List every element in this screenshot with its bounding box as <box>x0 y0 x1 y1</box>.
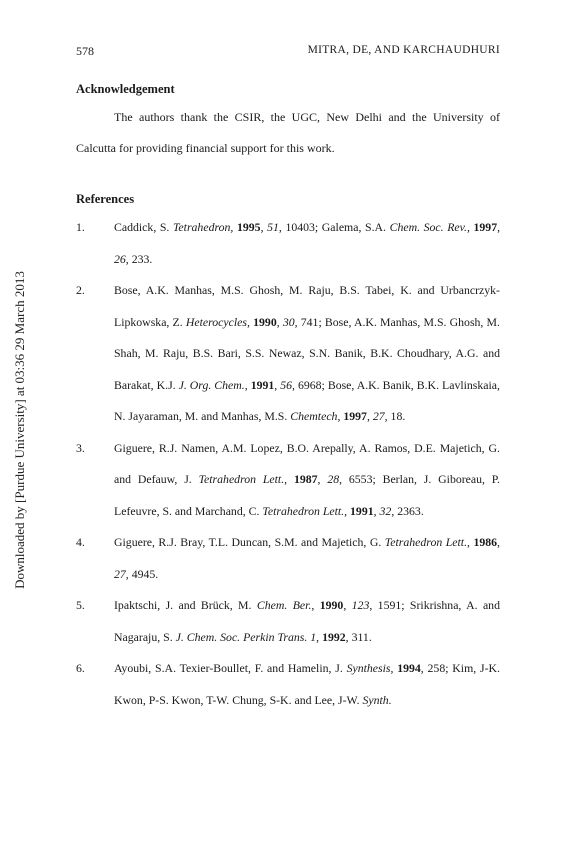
reference-item <box>76 527 500 590</box>
references-heading: References <box>76 192 135 206</box>
reference-segment: Ipaktschi, J. and Brück, M. <box>114 598 257 612</box>
reference-segment: 1997 <box>473 220 498 234</box>
reference-segment: , <box>390 661 398 675</box>
reference-segment: Synth. <box>362 692 392 707</box>
reference-segment: 30 <box>282 314 295 329</box>
running-head: MITRA, DE, AND KARCHAUDHURI <box>307 44 500 56</box>
acknowledgement-heading: Acknowledgement <box>76 82 175 96</box>
reference-segment: Tetrahedron, <box>172 220 234 234</box>
reference-text <box>114 653 500 716</box>
reference-segment: J. Org. Chem. <box>178 377 245 392</box>
reference-segment: , <box>276 314 283 329</box>
reference-segment: , 18. <box>384 409 406 423</box>
reference-segment: , <box>316 629 323 644</box>
reference-number: 3. <box>76 440 85 455</box>
reference-segment: , 233. <box>125 251 153 266</box>
reference-segment: 26 <box>114 251 126 266</box>
reference-segment: , 258; Kim, J-K. Kwon, P-S. Kwon, T-W. Chung, S-K. and Lee, J-W. <box>114 661 500 707</box>
reference-segment: 32 <box>379 503 392 518</box>
reference-segment: , <box>244 377 251 392</box>
reference-segment: , <box>311 598 320 612</box>
reference-segment: , 2363. <box>391 503 424 518</box>
reference-segment: , 6968; Bose, A.K. Banik, B.K. Lavlinskaia, N. Jayaraman, M. and Manhas, M.S. <box>114 377 500 423</box>
reference-segment: 51 <box>267 220 279 234</box>
reference-item <box>76 212 500 275</box>
reference-segment: , <box>337 409 344 423</box>
reference-number: 1. <box>76 220 85 234</box>
reference-segment: , <box>260 220 268 234</box>
reference-segment: Tetrahedron Lett. <box>198 472 285 486</box>
reference-text <box>114 433 500 528</box>
reference-segment: , 10403; Galema, S.A. <box>278 220 390 234</box>
page-number: 578 <box>76 44 94 58</box>
reference-segment: , <box>467 535 474 549</box>
reference-number: 5. <box>76 598 85 612</box>
reference-segment: Ayoubi, S.A. Texier-Boullet, F. and Hamelin, J. <box>114 661 347 675</box>
reference-item <box>76 653 500 716</box>
reference-segment: , <box>373 503 380 518</box>
acknowledgement-text: The authors thank the CSIR, the UGC, New Delhi and the University of Calcutta for providing financial support for this work. <box>76 110 500 155</box>
reference-segment: 1994 <box>397 661 421 675</box>
reference-segment: , <box>317 472 328 486</box>
download-side-note: Downloaded by [Purdue University] at 03:36 29 March 2013 <box>12 271 27 589</box>
reference-segment: , <box>284 472 294 486</box>
acknowledgement-paragraph <box>76 102 500 164</box>
reference-item <box>76 590 500 653</box>
reference-segment: , 311. <box>345 629 372 644</box>
reference-segment: Giguere, R.J. Namen, A.M. Lopez, B.O. Arepally, A. Ramos, D.E. Majetich, G. and Defauw, J. <box>114 440 500 486</box>
reference-segment: , 741; Bose, A.K. Manhas, M.S. Ghosh, M. Shah, M. Raju, B.S. Bari, S.S. Newaz, S.N. Banik, B.K. Choudhary, A.G. and Barakat, K.J. <box>114 314 500 392</box>
reference-segment: 28 <box>327 472 340 486</box>
reference-segment: 27 <box>114 566 126 581</box>
reference-segment: 1990 <box>253 314 277 329</box>
reference-text <box>114 275 500 433</box>
reference-segment: , 4945. <box>125 566 159 581</box>
reference-text <box>114 527 500 590</box>
reference-segment: Chem. Soc. Rev. <box>389 220 467 234</box>
reference-text <box>114 590 500 653</box>
reference-text <box>114 212 500 275</box>
reference-segment: , <box>343 598 352 612</box>
reference-segment: 1987 <box>293 472 318 486</box>
reference-segment: 1990 <box>319 598 344 612</box>
reference-segment: 1992 <box>322 629 346 644</box>
reference-segment: 27 <box>372 409 385 423</box>
reference-segment: , <box>497 220 501 234</box>
reference-segment: , <box>497 535 500 549</box>
reference-segment: Chem. Ber. <box>256 598 312 612</box>
reference-number: 4. <box>76 535 85 549</box>
reference-segment: Tetrahedron Lett. <box>384 535 468 549</box>
reference-item <box>76 433 500 528</box>
reference-segment: 123 <box>351 598 370 612</box>
reference-segment: 1986 <box>473 535 498 549</box>
reference-number: 6. <box>76 661 85 675</box>
reference-segment: , 1591; Srikrishna, A. and Nagaraju, S. <box>114 598 500 644</box>
reference-segment: , <box>274 377 281 392</box>
reference-segment: , 6553; Berlan, J. Giboreau, P. Lefeuvre, S. and Marchand, C. <box>114 472 501 518</box>
reference-segment: Tetrahedron Lett. <box>262 503 345 518</box>
reference-segment: Giguere, R.J. Bray, T.L. Duncan, S.M. and Majetich, G. <box>114 535 385 549</box>
reference-segment: 1991 <box>350 503 374 518</box>
reference-segment: 56 <box>280 377 293 392</box>
reference-segment: 1997 <box>343 409 367 423</box>
reference-segment: , <box>344 503 351 518</box>
reference-segment: Synthesis <box>346 661 391 675</box>
reference-segment: J. Chem. Soc. Perkin Trans. 1 <box>175 629 317 644</box>
reference-segment: 1995 <box>236 220 261 234</box>
reference-segment: Caddick, S. <box>114 220 173 234</box>
reference-segment: 1991 <box>250 377 275 392</box>
reference-segment: Heterocycles, <box>185 314 250 329</box>
reference-number: 2. <box>76 283 85 297</box>
reference-item <box>76 275 500 433</box>
reference-segment: , <box>466 220 474 234</box>
reference-segment: Bose, A.K. Manhas, M.S. Ghosh, M. Raju, B.S. Tabei, K. and Urbancrzyk-Lipkowska, Z. <box>114 283 500 329</box>
reference-segment: Chemtech <box>290 409 338 423</box>
reference-segment: , <box>366 409 373 423</box>
reference-list <box>76 212 500 716</box>
